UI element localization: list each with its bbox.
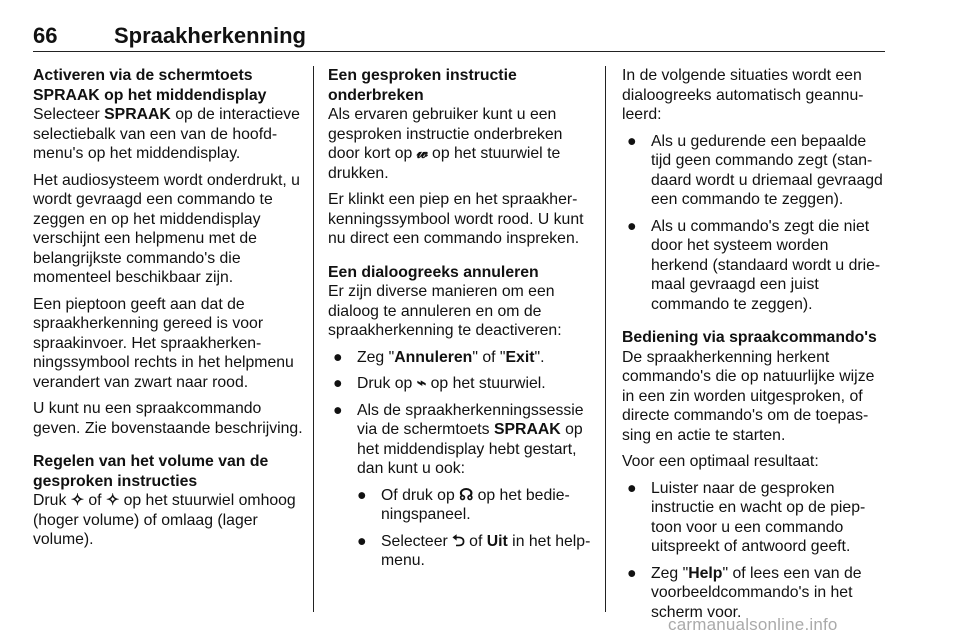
list-item: ● Of druk op ☊ op het bedieningspaneel.	[357, 486, 570, 523]
paragraph: De spraakherkenning herkent commando's die op natuurlijke wijze in een zin worden uitgesproken, of directe commando's om de toepassing en actie te starten.	[622, 348, 875, 444]
volume-down-icon: ✧	[105, 492, 120, 509]
voice-button-icon: 𝓌	[416, 145, 428, 162]
section-heading: Activeren via de schermtoets SPRAAK op het middendisplay	[33, 67, 267, 104]
paragraph: Druk ✧ of ✧ op het stuurwiel omhoog (hoger volume) of omlaag (lager volume).	[33, 492, 296, 548]
bullet-icon: ●	[627, 217, 637, 235]
watermark: carmanualsonline.info	[668, 615, 838, 634]
list-item: ● Druk op ⌁ op het stuurwiel.	[333, 375, 546, 392]
paragraph: Het audiosysteem wordt onderdrukt, u wordt gevraagd een commando te zeggen en op het middendisplay verschijnt een helpmenu met de belangrijkste commando's die momenteel beschikbaar zijn.	[33, 171, 300, 286]
back-icon: ⮌	[452, 532, 465, 550]
list-item: ● Selecteer ⮌ of Uit in het help-menu.	[357, 532, 591, 569]
bullet-list	[328, 348, 593, 571]
paragraph: Als ervaren gebruiker kunt u een gesproken instructie onderbreken door kort op 𝓌 op het stuurwiel te drukken.	[328, 106, 563, 182]
bullet-list	[622, 479, 889, 623]
bullet-icon: ●	[357, 486, 367, 504]
column-1	[33, 66, 307, 557]
paragraph: Voor een optimaal resultaat:	[622, 453, 819, 470]
volume-up-icon: ✧	[70, 492, 84, 509]
column-divider	[605, 66, 606, 612]
section-heading: Bediening via spraakcommando's	[622, 329, 877, 346]
bullet-icon: ●	[627, 564, 637, 582]
list-item: ● Als u gedurende een bepaalde tijd geen commando zegt (standaard wordt u driemaal gevraagd een commando te zeggen).	[627, 132, 883, 208]
list-item: ● Zeg "Help" of lees een van de voorbeeldcommando's in het scherm voor.	[627, 564, 862, 621]
column-divider	[313, 66, 314, 612]
bullet-icon: ●	[627, 132, 637, 150]
column-3	[622, 66, 889, 629]
page-number: 66	[33, 23, 58, 48]
phone-icon: ☊	[459, 486, 474, 504]
hang-up-icon: ⌁	[416, 375, 427, 392]
column-2	[328, 66, 593, 578]
section-heading: Een dialoogreeks annuleren	[328, 263, 539, 281]
page-header	[33, 0, 885, 52]
paragraph: Een pieptoon geeft aan dat de spraakherkenning gereed is voor spraakinvoer. Het spraakherkenningssymbool rechts in het helpmenu verandert van zwart naar rood.	[33, 295, 294, 391]
section-heading: Regelen van het volume van de gesproken instructies	[33, 453, 269, 490]
paragraph: Er zijn diverse manieren om een dialoog te annuleren en om de spraakherkenning te deactiveren:	[328, 283, 562, 339]
page-title: Spraakherkenning	[114, 23, 306, 48]
paragraph: Er klinkt een piep en het spraakherkenningssymbool wordt rood. U kunt nu direct een commando inspreken.	[328, 191, 584, 247]
bullet-icon: ●	[333, 348, 343, 366]
list-item: ● Luister naar de gesproken instructie en wacht op de pieptoon voor u een commando uitspreekt of antwoord geeft.	[627, 479, 866, 555]
bullet-icon: ●	[357, 532, 367, 550]
list-item: ● Als u commando's zegt die niet door het systeem worden herkend (standaard wordt u driemaal gevraagd een juist commando te zeggen).	[627, 217, 881, 313]
list-item: ● Zeg "Annuleren" of "Exit".	[333, 348, 545, 366]
bullet-icon: ●	[333, 401, 343, 419]
bullet-icon: ●	[333, 375, 343, 392]
paragraph: In de volgende situaties wordt een dialoogreeks automatisch geannuleerd:	[622, 67, 864, 123]
paragraph: Selecteer SPRAAK op de interactieve selectiebalk van een van de hoofdmenu's op het middendisplay.	[33, 106, 300, 162]
bullet-icon: ●	[627, 479, 637, 497]
section-heading: Een gesproken instructie onderbreken	[328, 67, 517, 104]
paragraph: U kunt nu een spraakcommando geven. Zie bovenstaande beschrijving.	[33, 400, 303, 437]
sub-bullet-list	[357, 486, 593, 571]
list-item: ● Als de spraakherkenningssessie via de schermtoets SPRAAK op het middendisplay hebt gestart, dan kunt u ook: ● Of druk op ☊ op het bedieningspaneel. ● Selecteer ⮌ of Uit in het help-menu.	[333, 401, 593, 571]
bullet-list	[622, 132, 889, 315]
